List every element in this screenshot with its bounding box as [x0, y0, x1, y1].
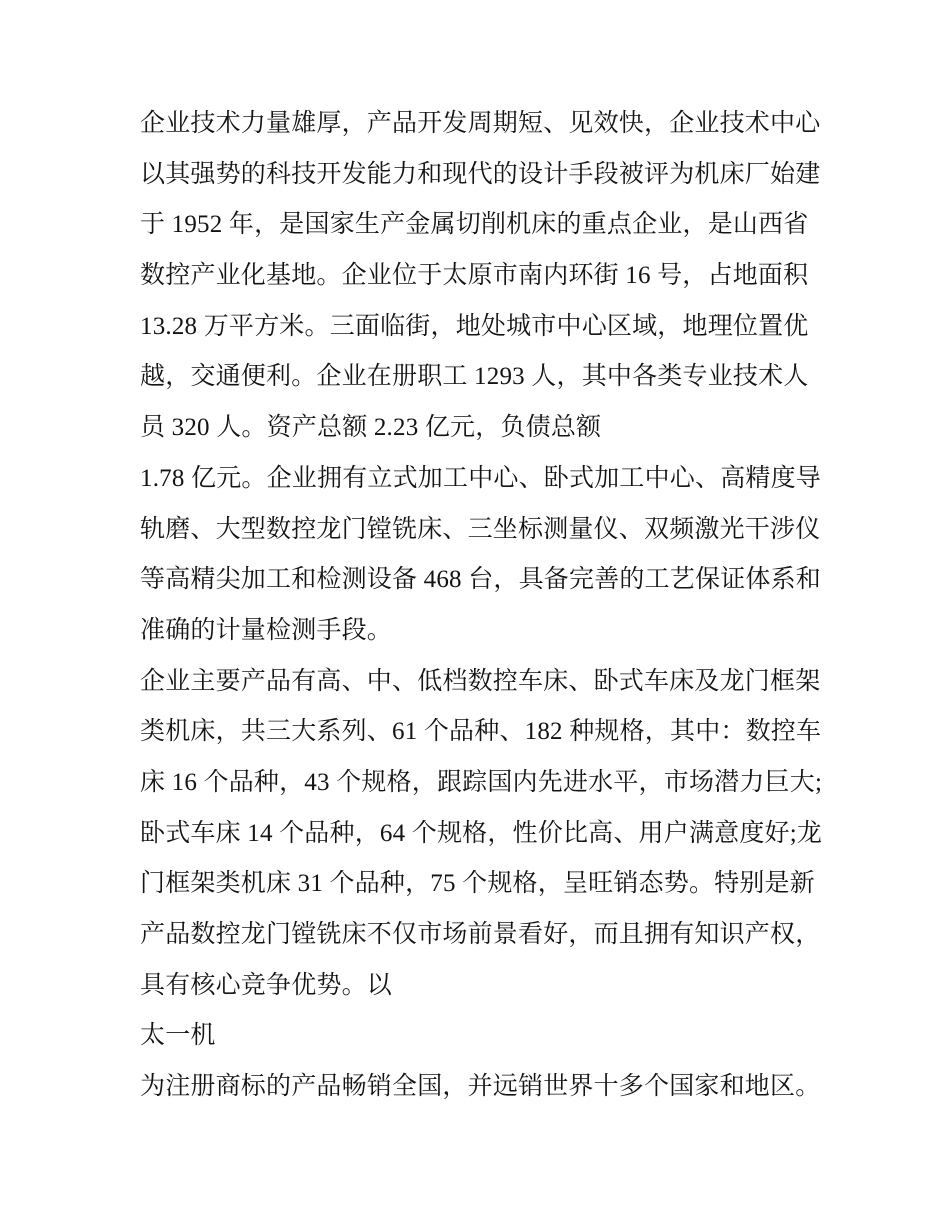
paragraph-main-products	[140, 657, 840, 1012]
paragraph-trademark-name	[140, 1011, 840, 1062]
text-line: 以其强势的科技开发能力和现代的设计手段被评为机床厂始建	[140, 160, 821, 188]
paragraph-trademark-sales	[140, 1062, 840, 1113]
text-line: 越，交通便利。企业在册职工 1293 人，其中各类专业技术人	[140, 363, 809, 391]
text-line: 轨磨、大型数控龙门镗铣床、三坐标测量仪、双频激光干涉仪	[140, 515, 821, 543]
text-line: 太一机	[140, 1022, 216, 1050]
text-line: 于 1952 年，是国家生产金属切削机床的重点企业，是山西省	[140, 211, 809, 239]
text-line: 准确的计量检测手段。	[140, 616, 393, 644]
text-line: 为注册商标的产品畅销全国，并远销世界十多个国家和地区。	[140, 1073, 821, 1101]
text-line: 数控产业化基地。企业位于太原市南内环街 16 号，占地面积	[140, 262, 809, 290]
text-line: 产品数控龙门镗铣床不仅市场前景看好，而且拥有知识产权，	[140, 921, 821, 948]
text-line: 等高精尖加工和检测设备 468 台，具备完善的工艺保证体系和	[140, 566, 822, 594]
text-line: 员 320 人。资产总额 2.23 亿元，负债总额	[140, 414, 602, 442]
text-line: 企业技术力量雄厚，产品开发周期短、见效快，企业技术中心	[140, 110, 821, 137]
text-line: 床 16 个品种，43 个规格，跟踪国内先进水平，市场潜力巨大;	[140, 768, 823, 796]
document-text-block	[140, 99, 840, 1113]
text-line: 企业主要产品有高、中、低档数控车床、卧式车床及龙门框架	[140, 667, 821, 695]
paragraph-assets-equipment	[140, 454, 840, 657]
text-line: 1.78 亿元。企业拥有立式加工中心、卧式加工中心、高精度导	[140, 464, 822, 492]
text-line: 类机床，共三大系列、61 个品种、182 种规格，其中：数控车	[140, 718, 822, 746]
paragraph-company-overview	[140, 99, 840, 454]
text-line: 具有核心竞争优势。以	[140, 971, 393, 999]
text-line: 13.28 万平方米。三面临街，地处城市中心区域，地理位置优	[140, 312, 809, 340]
text-line: 卧式车床 14 个品种，64 个规格，性价比高、用户满意度好;龙	[140, 819, 823, 847]
text-line: 门框架类机床 31 个品种，75 个规格，呈旺销态势。特别是新	[140, 870, 815, 898]
